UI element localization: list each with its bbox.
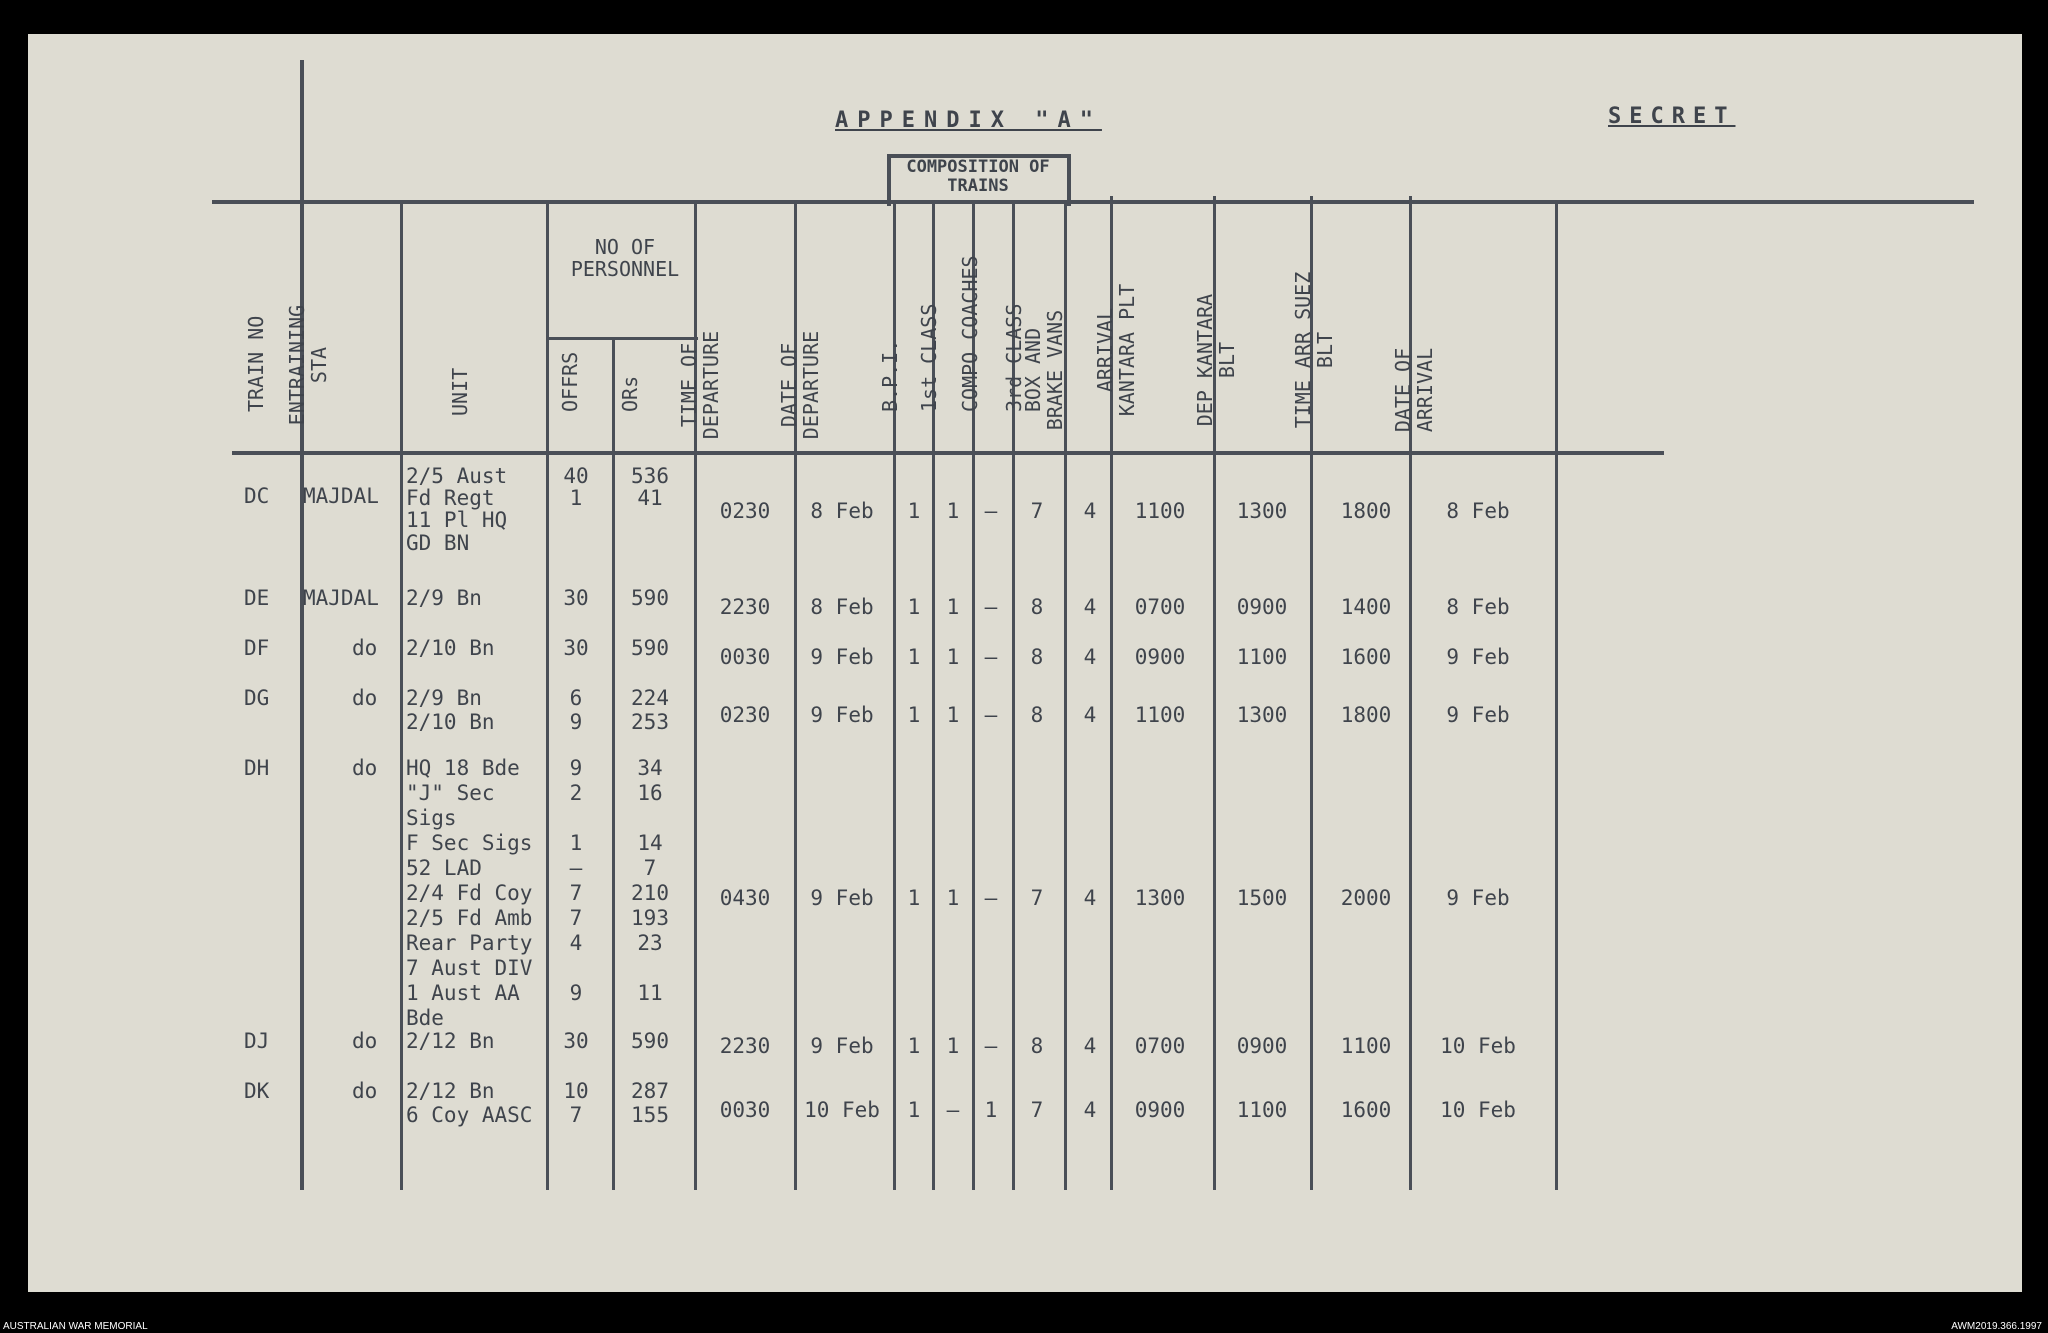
cell-time: 0030 — [719, 645, 771, 669]
offrs-count: 9 — [569, 710, 583, 734]
header-box-brake-vans: BOX AND BRAKE VANS — [1021, 309, 1067, 431]
column-rule — [400, 204, 403, 1190]
cell-arr: 1300 — [1134, 886, 1186, 910]
unit-name: 2/9 Bn — [406, 686, 482, 710]
unit-name: Bde — [406, 1006, 444, 1030]
cell-arr: 1100 — [1134, 703, 1186, 727]
unit-name: 2/9 Bn — [406, 586, 482, 610]
cell-dep: 1500 — [1236, 886, 1288, 910]
ors-count: 16 — [637, 781, 663, 805]
header-bpi: B.P.I. — [878, 339, 902, 412]
header-arrival-kantara: ARRIVAL KANTARA PLT — [1093, 283, 1139, 417]
ors-count: 193 — [631, 906, 669, 930]
entraining-station: do — [352, 636, 378, 660]
cell-suez: 1400 — [1340, 595, 1392, 619]
unit-name: 2/10 Bn — [406, 710, 495, 734]
cell-first: 1 — [946, 645, 960, 669]
cell-suez: 1600 — [1340, 645, 1392, 669]
cell-dep: 1300 — [1236, 499, 1288, 523]
train-no: DE — [244, 586, 270, 610]
ors-count: 210 — [631, 881, 669, 905]
column-rule — [1555, 204, 1558, 1190]
cell-box: 4 — [1083, 1034, 1097, 1058]
cell-bpi: 1 — [907, 645, 921, 669]
offrs-count: 1 — [569, 486, 583, 510]
header-bottom-rule — [232, 451, 1664, 455]
unit-name: 2/12 Bn — [406, 1079, 495, 1103]
column-rule — [300, 60, 304, 1190]
header-first-class: 1st CLASS — [917, 303, 941, 412]
ors-count: 590 — [631, 636, 669, 660]
offrs-count: 7 — [569, 1103, 583, 1127]
cell-date: 9 Feb — [810, 645, 874, 669]
cell-date: 8 Feb — [810, 499, 874, 523]
ors-count: 253 — [631, 710, 669, 734]
unit-name: Fd Regt — [406, 486, 495, 510]
cell-arr: 1100 — [1134, 499, 1186, 523]
cell-time: 0230 — [719, 703, 771, 727]
unit-name: F Sec Sigs — [406, 831, 533, 855]
entraining-station: MAJDAL — [303, 484, 379, 508]
cell-time: 2230 — [719, 595, 771, 619]
cell-bpi: 1 — [907, 1098, 921, 1122]
header-no-of-personnel: NO OF PERSONNEL — [570, 235, 680, 281]
cell-suez: 1600 — [1340, 1098, 1392, 1122]
ors-count: 14 — [637, 831, 663, 855]
cell-compo: – — [984, 703, 998, 727]
cell-suez: 2000 — [1340, 886, 1392, 910]
cell-darr: 10 Feb — [1440, 1034, 1516, 1058]
ors-count: 590 — [631, 586, 669, 610]
cell-arr: 0700 — [1134, 1034, 1186, 1058]
cell-darr: 8 Feb — [1446, 499, 1510, 523]
train-no: DC — [244, 484, 270, 508]
unit-name: 2/4 Fd Coy — [406, 881, 533, 905]
unit-name: 1 Aust AA — [406, 981, 520, 1005]
train-no: DF — [244, 636, 270, 660]
header-time-arr-suez: TIME ARR SUEZ BLT — [1291, 271, 1337, 429]
cell-date: 9 Feb — [810, 1034, 874, 1058]
ors-count: 590 — [631, 1029, 669, 1053]
personnel-subrule — [546, 337, 698, 340]
header-unit: UNIT — [448, 367, 472, 416]
unit-name: 2/12 Bn — [406, 1029, 495, 1053]
unit-name: 11 Pl HQ — [406, 508, 508, 532]
cell-box: 4 — [1083, 886, 1097, 910]
header-time-of-departure: TIME OF DEPARTURE — [677, 330, 723, 440]
header-train-no: TRAIN NO — [244, 315, 268, 412]
unit-name: 52 LAD — [406, 856, 482, 880]
cell-first: 1 — [946, 499, 960, 523]
offrs-count: 7 — [569, 881, 583, 905]
cell-third: 7 — [1030, 886, 1044, 910]
ors-count: 23 — [637, 931, 663, 955]
header-entraining-sta: ENTRAINING STA — [285, 304, 331, 426]
cell-third: 7 — [1030, 1098, 1044, 1122]
train-no: DG — [244, 686, 270, 710]
train-no: DK — [244, 1079, 270, 1103]
unit-name: HQ 18 Bde — [406, 756, 520, 780]
cell-box: 4 — [1083, 645, 1097, 669]
cell-dep: 1100 — [1236, 1098, 1288, 1122]
cell-darr: 9 Feb — [1446, 886, 1510, 910]
cell-time: 0430 — [719, 886, 771, 910]
cell-compo: – — [984, 886, 998, 910]
unit-name: 7 Aust DIV — [406, 956, 533, 980]
header-compo-coaches: COMPO COACHES — [958, 255, 982, 412]
offrs-count: 2 — [569, 781, 583, 805]
header-ors: ORs — [618, 375, 642, 412]
ors-count: 536 — [631, 464, 669, 488]
offrs-count: 40 — [563, 464, 589, 488]
cell-bpi: 1 — [907, 499, 921, 523]
cell-third: 7 — [1030, 499, 1044, 523]
cell-first: 1 — [946, 886, 960, 910]
cell-compo: – — [984, 1034, 998, 1058]
cell-first: – — [946, 1098, 960, 1122]
header-date-of-departure: DATE OF DEPARTURE — [777, 330, 823, 440]
cell-dep: 1100 — [1236, 645, 1288, 669]
offrs-count: 6 — [569, 686, 583, 710]
cell-compo: – — [984, 595, 998, 619]
cell-arr: 0700 — [1134, 595, 1186, 619]
offrs-count: 7 — [569, 906, 583, 930]
offrs-count: 30 — [563, 586, 589, 610]
cell-arr: 0900 — [1134, 1098, 1186, 1122]
ors-count: 7 — [643, 856, 657, 880]
offrs-count: 1 — [569, 831, 583, 855]
cell-date: 8 Feb — [810, 595, 874, 619]
classification-label: SECRET — [1608, 104, 1736, 129]
cell-darr: 10 Feb — [1440, 1098, 1516, 1122]
composition-heading: COMPOSITION OF TRAINS — [906, 157, 1050, 196]
cell-dep: 1300 — [1236, 703, 1288, 727]
cell-third: 8 — [1030, 703, 1044, 727]
cell-date: 9 Feb — [810, 886, 874, 910]
header-offrs: OFFRS — [558, 351, 582, 412]
cell-third: 8 — [1030, 1034, 1044, 1058]
ors-count: 11 — [637, 981, 663, 1005]
footer-accession: AWM2019.366.1997 — [1951, 1321, 2042, 1332]
offrs-count: 9 — [569, 756, 583, 780]
cell-bpi: 1 — [907, 595, 921, 619]
unit-name: 2/10 Bn — [406, 636, 495, 660]
ors-count: 224 — [631, 686, 669, 710]
ors-count: 155 — [631, 1103, 669, 1127]
unit-name: Sigs — [406, 806, 457, 830]
cell-darr: 9 Feb — [1446, 703, 1510, 727]
entraining-station: do — [352, 1079, 378, 1103]
cell-third: 8 — [1030, 645, 1044, 669]
offrs-count: 4 — [569, 931, 583, 955]
offrs-count: – — [569, 856, 583, 880]
cell-suez: 1100 — [1340, 1034, 1392, 1058]
cell-arr: 0900 — [1134, 645, 1186, 669]
cell-first: 1 — [946, 595, 960, 619]
entraining-station: do — [352, 1029, 378, 1053]
cell-first: 1 — [946, 703, 960, 727]
cell-compo: – — [984, 499, 998, 523]
cell-third: 8 — [1030, 595, 1044, 619]
cell-first: 1 — [946, 1034, 960, 1058]
header-date-of-arrival: DATE OF ARRIVAL — [1391, 347, 1437, 433]
cell-compo: 1 — [984, 1098, 998, 1122]
offrs-count: 10 — [563, 1079, 589, 1103]
cell-date: 10 Feb — [804, 1098, 880, 1122]
train-no: DJ — [244, 1029, 270, 1053]
cell-date: 9 Feb — [810, 703, 874, 727]
offrs-count: 30 — [563, 636, 589, 660]
unit-name: GD BN — [406, 531, 470, 555]
cell-suez: 1800 — [1340, 499, 1392, 523]
cell-time: 2230 — [719, 1034, 771, 1058]
header-dep-kantara: DEP KANTARA BLT — [1193, 293, 1239, 427]
unit-name: 2/5 Aust — [406, 464, 508, 488]
cell-darr: 8 Feb — [1446, 595, 1510, 619]
unit-name: 6 Coy AASC — [406, 1103, 533, 1127]
cell-dep: 0900 — [1236, 595, 1288, 619]
appendix-title: APPENDIX "A" — [835, 108, 1102, 133]
cell-time: 0030 — [719, 1098, 771, 1122]
cell-darr: 9 Feb — [1446, 645, 1510, 669]
unit-name: Rear Party — [406, 931, 533, 955]
cell-compo: – — [984, 645, 998, 669]
entraining-station: MAJDAL — [303, 586, 379, 610]
entraining-station: do — [352, 756, 378, 780]
cell-box: 4 — [1083, 703, 1097, 727]
train-no: DH — [244, 756, 270, 780]
cell-box: 4 — [1083, 499, 1097, 523]
cell-bpi: 1 — [907, 886, 921, 910]
unit-name: "J" Sec — [406, 781, 495, 805]
footer-source: AUSTRALIAN WAR MEMORIAL — [3, 1321, 148, 1332]
cell-bpi: 1 — [907, 703, 921, 727]
cell-box: 4 — [1083, 1098, 1097, 1122]
header-third-class: 3rd CLASS — [1002, 303, 1026, 412]
cell-bpi: 1 — [907, 1034, 921, 1058]
ors-count: 41 — [637, 486, 663, 510]
header-top-rule — [212, 200, 1974, 204]
cell-suez: 1800 — [1340, 703, 1392, 727]
cell-dep: 0900 — [1236, 1034, 1288, 1058]
offrs-count: 30 — [563, 1029, 589, 1053]
offrs-count: 9 — [569, 981, 583, 1005]
entraining-station: do — [352, 686, 378, 710]
cell-box: 4 — [1083, 595, 1097, 619]
ors-count: 287 — [631, 1079, 669, 1103]
cell-time: 0230 — [719, 499, 771, 523]
ors-count: 34 — [637, 756, 663, 780]
unit-name: 2/5 Fd Amb — [406, 906, 533, 930]
